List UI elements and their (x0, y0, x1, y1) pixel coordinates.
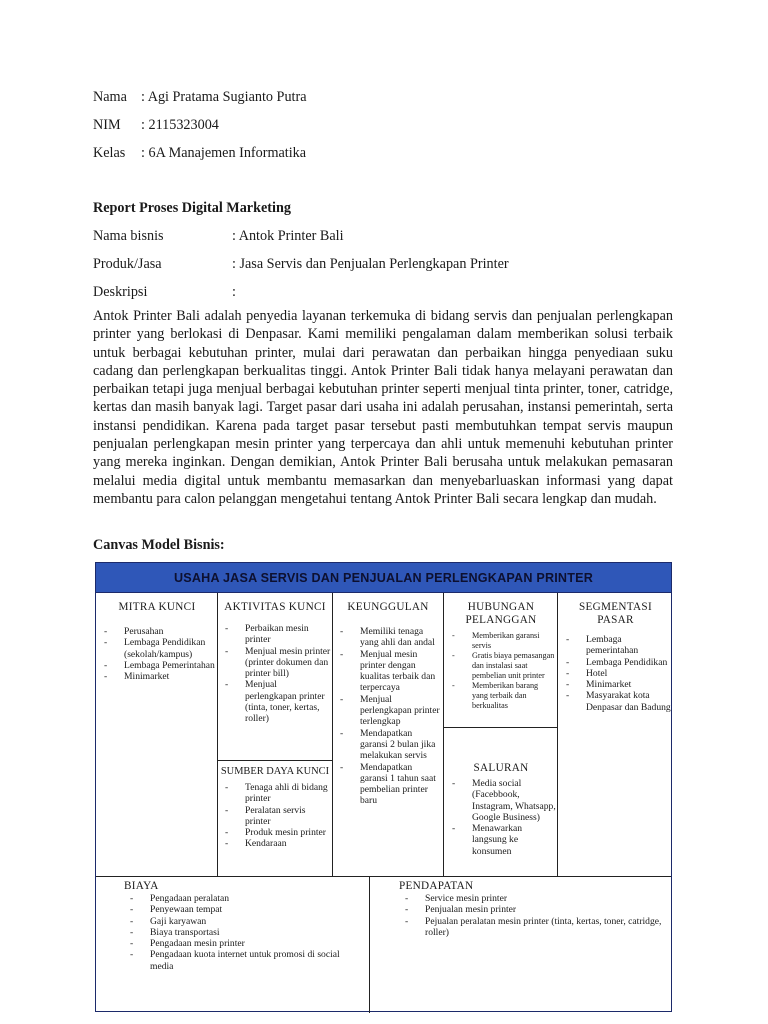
list-item: - Pejualan peralatan mesin printer (tinta, kertas, toner, catridge, roller) (399, 916, 669, 939)
divider (443, 727, 557, 728)
hubungan-pelanggan-list (446, 631, 556, 711)
nim-value: : 2115323004 (141, 117, 219, 133)
biaya-list (124, 893, 364, 972)
aktivitas-kunci-list (219, 623, 331, 725)
list-item: - Penjualan mesin printer (399, 904, 669, 915)
description-paragraph: Antok Printer Bali adalah penyedia layanan terkemuka di bidang servis dan penjualan perlengkapan printer yang berlokasi di Denpasar. Kami memiliki pengalaman dalam memberikan solusi terbaik untuk berbagai kebutuhan printer, mulai dari perawatan dan perbaikan hingga penyediaan suku cadang dan perlengkapan berkualitas tinggi. Antok Printer Bali tidak hanya melayani perawatan dan perbaikan tetapi juga menjual berbagai kebutuhan printer seperti menjual tinta printer, toner, catridge, kertas dan masih banyak lagi. Target pasar dari usaha ini adalah perusahan, instansi pemerintah, serta instansi pendidikan. Karena pada target pasar tersebut pasti membutuhkan tempat servis maupun penjualan perlengkapan mesin printer yang terpercaya dan ahli untuk memenuhi kebutuhan printer yang mereka inginkan. Dengan demikian, Antok Printer Bali berusaha untuk melakukan pemasaran melalui media digital untuk membantu memasarkan dan menyebarluaskan informasi yang dapat membantu para calon pelanggan mengetahui tentang Antok Printer Bali secara lengkap dan mudah. (93, 308, 673, 507)
business-model-canvas (95, 562, 672, 1012)
keunggulan-title: KEUNGGULAN (347, 601, 429, 613)
list-item: - Perusahan (98, 626, 216, 637)
list-item: - Lembaga pemerintahan (560, 634, 671, 657)
kelas-line (93, 145, 306, 162)
list-item: - Biaya transportasi (124, 927, 364, 938)
business-line (93, 228, 344, 245)
product-line (93, 256, 509, 273)
list-item: - Produk mesin printer (219, 827, 331, 838)
list-item: - Lembaga Pemerintahan (98, 660, 216, 671)
product-value: : Jasa Servis dan Penjualan Perlengkapan Printer (232, 256, 509, 272)
list-item: - Masyarakat kota Denpasar dan Badung (560, 690, 671, 713)
list-item: - Mendapatkan garansi 1 tahun saat pembelian printer baru (334, 762, 442, 807)
list-item: - Memberikan barang yang terbaik dan berkualitas (446, 681, 556, 711)
nim-label: NIM (93, 117, 121, 133)
saluran-list (446, 778, 556, 857)
business-label: Nama bisnis (93, 228, 164, 244)
list-item: - Memberikan garansi servis (446, 631, 556, 651)
list-item: - Perbaikan mesin printer (219, 623, 331, 646)
canvas-header: USAHA JASA SERVIS DAN PENJUALAN PERLENGKAPAN PRINTER (96, 563, 671, 593)
list-item: - Peralatan servis printer (219, 805, 331, 828)
mitra-kunci-list (98, 626, 216, 682)
saluran-title: SALURAN (473, 762, 529, 774)
divider (443, 593, 444, 876)
business-value: : Antok Printer Bali (232, 228, 344, 244)
list-item: - Hotel (560, 668, 671, 679)
list-item: - Memiliki tenaga yang ahli dan andal (334, 626, 442, 649)
list-item: - Media social (Facebbook, Instagram, Whatsapp, Google Business) (446, 778, 556, 823)
list-item: - Menjual mesin printer (printer dokumen dan printer bill) (219, 646, 331, 680)
pendapatan-cell (399, 880, 669, 938)
mitra-kunci-cell (98, 601, 216, 682)
list-item: - Minimarket (98, 671, 216, 682)
desc-colon: : (232, 284, 236, 300)
list-item: - Penyewaan tempat (124, 904, 364, 915)
mitra-kunci-title: MITRA KUNCI (118, 601, 196, 613)
biaya-cell (124, 880, 364, 972)
sumber-daya-kunci-list (219, 782, 331, 850)
divider (332, 593, 333, 876)
nim-line (93, 117, 219, 134)
sumber-daya-kunci-title: SUMBER DAYA KUNCI (220, 766, 330, 777)
divider (96, 876, 671, 877)
divider (557, 593, 558, 876)
list-item: - Mendapatkan garansi 2 bulan jika melakukan servis (334, 728, 442, 762)
biaya-title: BIAYA (124, 880, 159, 892)
divider (217, 593, 218, 876)
list-item: - Lembaga Pendidikan (560, 657, 671, 668)
list-item: - Lembaga Pendidikan (sekolah/kampus) (98, 637, 216, 660)
product-label: Produk/Jasa (93, 256, 162, 272)
desc-label: Deskripsi (93, 284, 148, 300)
list-item: - Service mesin printer (399, 893, 669, 904)
segmentasi-pasar-cell (560, 601, 671, 713)
list-item: - Pengadaan mesin printer (124, 938, 364, 949)
list-item: - Menawarkan langsung ke konsumen (446, 823, 556, 857)
hubungan-pelanggan-cell (446, 601, 556, 711)
canvas-section-title: Canvas Model Bisnis: (93, 537, 225, 553)
pendapatan-title: PENDAPATAN (399, 880, 474, 892)
list-item: - Menjual mesin printer dengan kualitas terbaik dan terpercaya (334, 649, 442, 694)
desc-line (93, 284, 236, 301)
name-value: : Agi Pratama Sugianto Putra (141, 89, 307, 105)
name-line (93, 89, 307, 106)
list-item: - Gratis biaya pemasangan dan instalasi saat pembelian unit printer (446, 651, 556, 681)
kelas-label: Kelas (93, 145, 126, 161)
name-label: Nama (93, 89, 127, 105)
pendapatan-list (399, 893, 669, 938)
kelas-value: : 6A Manajemen Informatika (141, 145, 307, 161)
divider (217, 760, 332, 761)
segmentasi-pasar-title: SEGMENTASI PASAR (579, 601, 652, 626)
report-title: Report Proses Digital Marketing (93, 200, 291, 216)
divider (369, 876, 370, 1013)
saluran-cell (446, 762, 556, 857)
list-item: - Gaji karyawan (124, 916, 364, 927)
aktivitas-kunci-cell (219, 601, 331, 725)
list-item: - Kendaraan (219, 838, 331, 849)
keunggulan-list (334, 626, 442, 807)
aktivitas-kunci-title: AKTIVITAS KUNCI (224, 601, 326, 613)
keunggulan-cell (334, 601, 442, 807)
list-item: - Tenaga ahli di bidang printer (219, 782, 331, 805)
list-item: - Menjual perlengkapan printer terlengkap (334, 694, 442, 728)
hubungan-pelanggan-title: HUBUNGAN PELANGGAN (465, 601, 537, 626)
list-item: - Pengadaan peralatan (124, 893, 364, 904)
list-item: - Menjual perlengkapan printer (tinta, toner, kertas, roller) (219, 679, 331, 724)
segmentasi-pasar-list (560, 634, 671, 713)
list-item: - Pengadaan kuota internet untuk promosi di social media (124, 949, 364, 972)
list-item: - Minimarket (560, 679, 671, 690)
sumber-daya-kunci-cell (219, 765, 331, 850)
